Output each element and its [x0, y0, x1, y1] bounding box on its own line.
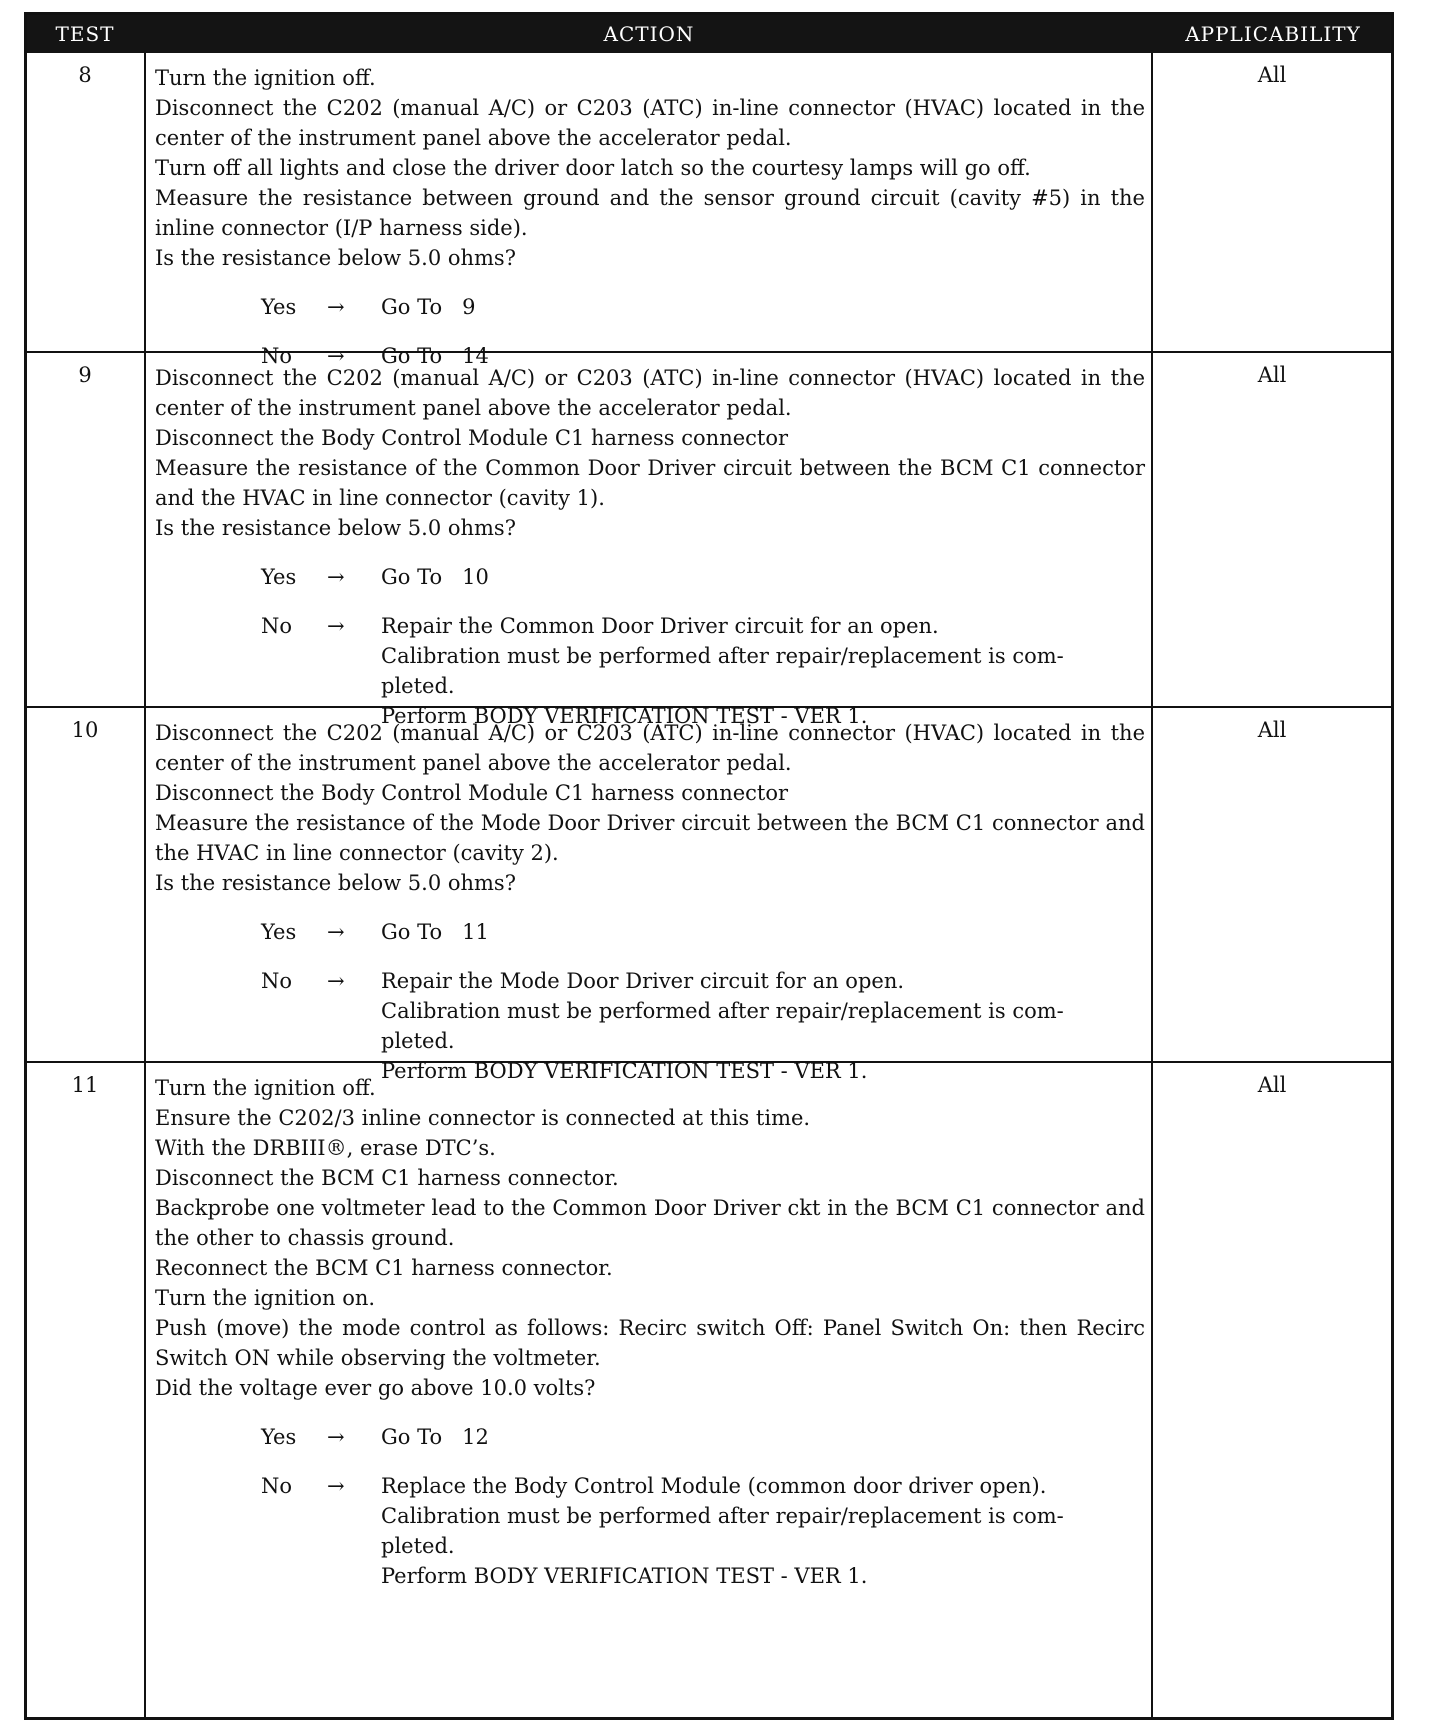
- action-step: Disconnect the Body Control Module C1 harness connector: [155, 426, 789, 450]
- arrow-icon: →: [327, 344, 345, 368]
- yes-result: [381, 1422, 1145, 1452]
- arrow-icon: →: [327, 614, 345, 638]
- result-line: Replace the Body Control Module (common door driver open).: [381, 1474, 1047, 1498]
- yes-result: [381, 292, 1145, 322]
- action-cell: [155, 718, 1145, 1086]
- result-line: Calibration must be performed after repair/replacement is com-: [381, 1504, 1064, 1528]
- test-row-10: [27, 708, 1391, 1083]
- result-line: Repair the Mode Door Driver circuit for an open.: [381, 969, 905, 993]
- arrow-icon: →: [327, 920, 345, 944]
- applicability: All: [1257, 363, 1287, 387]
- action-step: Disconnect the C202 (manual A/C) or C203 (ATC) in-line connector (HVAC) located in the center of the instrument panel above the accelerator pedal.: [155, 96, 1145, 150]
- test-number: 8: [78, 63, 92, 87]
- result-line: Perform BODY VERIFICATION TEST - VER 1.: [381, 1564, 868, 1588]
- action-step: Disconnect the C202 (manual A/C) or C203 (ATC) in-line connector (HVAC) located in the center of the instrument panel above the accelerator pedal.: [155, 721, 1145, 775]
- result-line: Go To 14: [381, 344, 489, 368]
- test-row-9: [27, 353, 1391, 728]
- arrow-icon: →: [327, 1425, 345, 1449]
- action-step: Measure the resistance of the Mode Door Driver circuit between the BCM C1 connector and the HVAC in line connector (cavity 2).: [155, 811, 1145, 865]
- action-step: With the DRBIII®, erase DTC’s.: [155, 1136, 496, 1160]
- action-step: Push (move) the mode control as follows: Recirc switch Off: Panel Switch On: then Recirc Switch ON while observing the voltmeter.: [155, 1316, 1145, 1370]
- result-line: pleted.: [381, 1029, 455, 1053]
- action-step: Reconnect the BCM C1 harness connector.: [155, 1256, 613, 1280]
- action-step: Measure the resistance between ground and the sensor ground circuit (cavity #5) in the inline connector (I/P harness side).: [155, 186, 1145, 240]
- action-step: Is the resistance below 5.0 ohms?: [155, 871, 516, 895]
- action-step: Is the resistance below 5.0 ohms?: [155, 516, 516, 540]
- applicability: All: [1257, 63, 1287, 87]
- result-line: Perform BODY VERIFICATION TEST - VER 1.: [381, 704, 868, 728]
- action-step: Disconnect the C202 (manual A/C) or C203 (ATC) in-line connector (HVAC) located in the center of the instrument panel above the accelerator pedal.: [155, 366, 1145, 420]
- action-step: Turn off all lights and close the driver door latch so the courtesy lamps will go off.: [155, 156, 1031, 180]
- action-step: Turn the ignition on.: [155, 1286, 376, 1310]
- arrow-icon: →: [327, 565, 345, 589]
- test-row-8: [27, 53, 1391, 368]
- action-cell: [155, 1073, 1145, 1591]
- arrow-icon: →: [327, 969, 345, 993]
- yes-branch: [155, 917, 1145, 947]
- test-number: 9: [78, 363, 92, 387]
- arrow-icon: →: [327, 295, 345, 319]
- header-applicability: APPLICABILITY: [1185, 22, 1361, 46]
- test-number: 10: [71, 718, 99, 742]
- action-step: Turn the ignition off.: [155, 66, 376, 90]
- yes-label: Yes: [261, 295, 297, 319]
- result-line: Calibration must be performed after repair/replacement is com-: [381, 644, 1064, 668]
- action-step: Turn the ignition off.: [155, 1076, 376, 1100]
- action-cell: [155, 63, 1145, 371]
- yes-label: Yes: [261, 1425, 297, 1449]
- result-line: Perform BODY VERIFICATION TEST - VER 1.: [381, 1059, 868, 1083]
- result-line: Repair the Common Door Driver circuit for an open.: [381, 614, 939, 638]
- action-step: Ensure the C202/3 inline connector is connected at this time.: [155, 1106, 811, 1130]
- no-label: No: [261, 614, 293, 638]
- action-step: Did the voltage ever go above 10.0 volts?: [155, 1376, 596, 1400]
- applicability: All: [1257, 718, 1287, 742]
- yes-branch: [155, 562, 1145, 592]
- applicability: All: [1257, 1073, 1287, 1097]
- test-row-11: [27, 1063, 1391, 1717]
- action-cell: [155, 363, 1145, 731]
- yes-label: Yes: [261, 565, 297, 589]
- yes-label: Yes: [261, 920, 297, 944]
- result-line: Calibration must be performed after repair/replacement is com-: [381, 999, 1064, 1023]
- diagnostic-table: [24, 12, 1394, 1720]
- action-step: Disconnect the Body Control Module C1 harness connector: [155, 781, 789, 805]
- no-label: No: [261, 344, 293, 368]
- no-label: No: [261, 969, 293, 993]
- result-line: pleted.: [381, 674, 455, 698]
- result-line: Go To 12: [381, 1425, 489, 1449]
- action-step: Measure the resistance of the Common Door Driver circuit between the BCM C1 connector and the HVAC in line connector (cavity 1).: [155, 456, 1145, 510]
- result-line: Go To 9: [381, 295, 476, 319]
- header-action: ACTION: [603, 22, 695, 46]
- header-test: TEST: [55, 22, 115, 46]
- result-line: Go To 10: [381, 565, 489, 589]
- no-result: [381, 1471, 1145, 1591]
- result-line: Go To 11: [381, 920, 489, 944]
- action-step: Disconnect the BCM C1 harness connector.: [155, 1166, 619, 1190]
- arrow-icon: →: [327, 1474, 345, 1498]
- no-label: No: [261, 1474, 293, 1498]
- yes-branch: [155, 292, 1145, 322]
- no-branch: [155, 1471, 1145, 1591]
- action-step: Backprobe one voltmeter lead to the Common Door Driver ckt in the BCM C1 connector and the other to chassis ground.: [155, 1196, 1145, 1250]
- yes-branch: [155, 1422, 1145, 1452]
- test-number: 11: [71, 1073, 99, 1097]
- table-header: [27, 15, 1391, 53]
- action-step: Is the resistance below 5.0 ohms?: [155, 246, 516, 270]
- result-line: pleted.: [381, 1534, 455, 1558]
- yes-result: [381, 562, 1145, 592]
- yes-result: [381, 917, 1145, 947]
